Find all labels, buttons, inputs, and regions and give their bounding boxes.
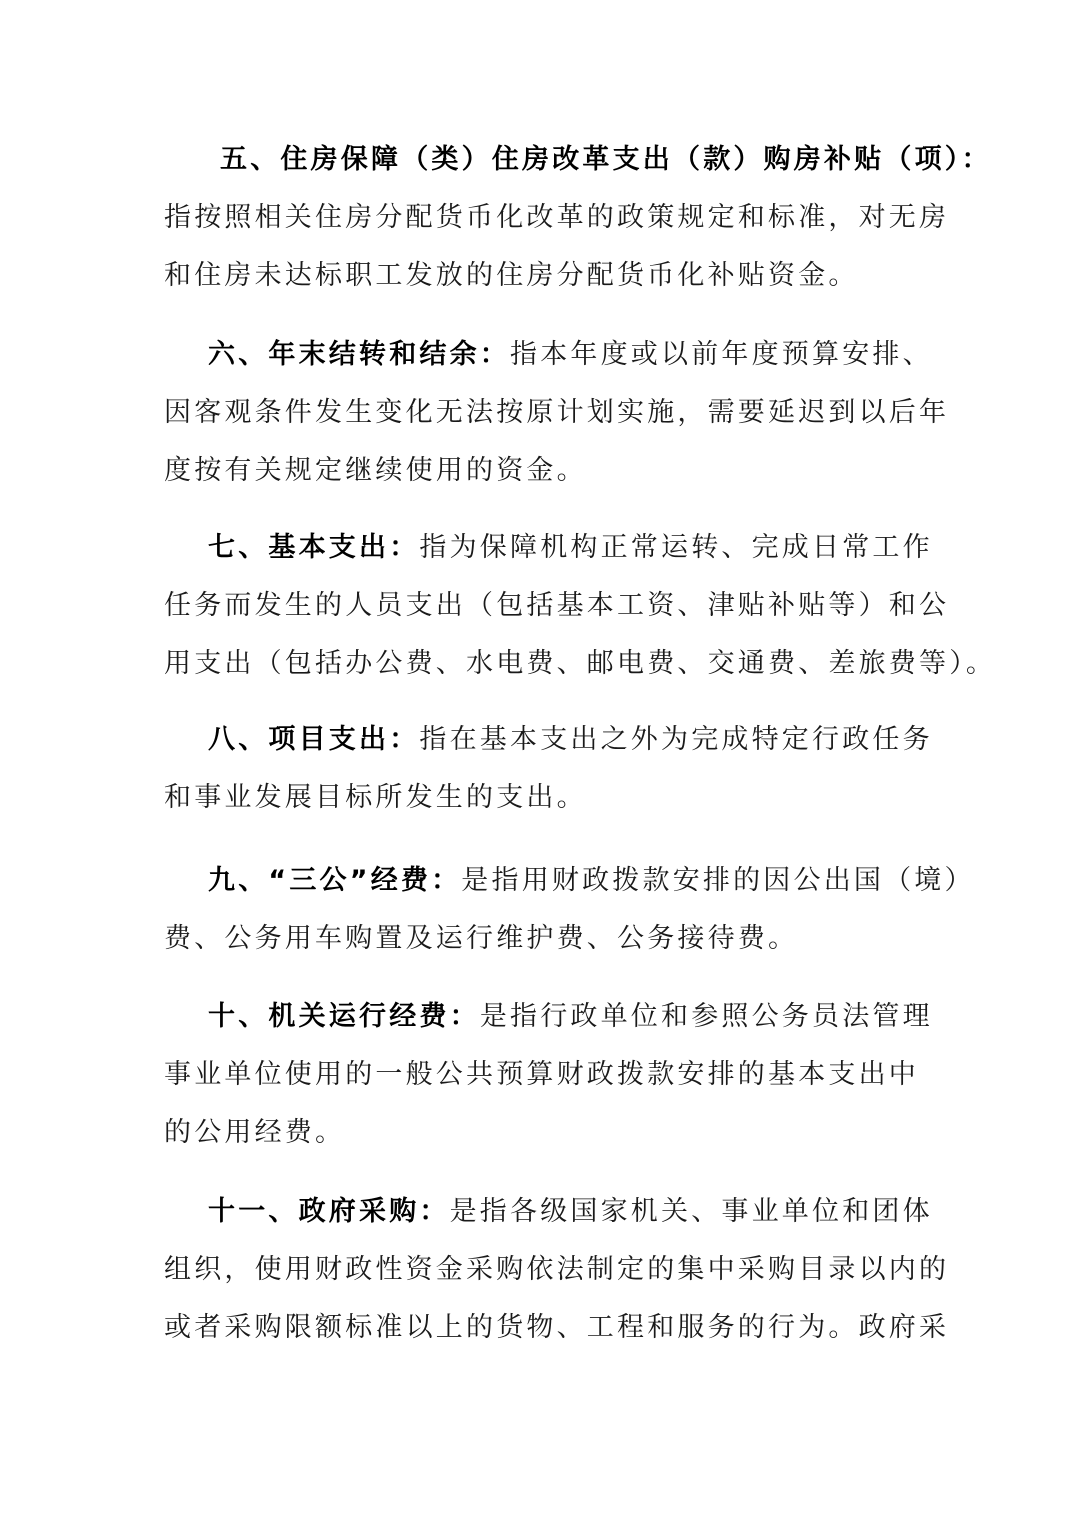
definition-text: 是指行政单位和参照公务员法管理	[479, 1001, 933, 1032]
definition-line: 费、公务用车购置及运行维护费、公务接待费。	[164, 923, 799, 954]
definition-line: 任务而发生的人员支出（包括基本工资、津贴补贴等）和公	[164, 590, 950, 621]
definition-text: 指在基本支出之外为完成特定行政任务	[419, 724, 933, 755]
definition-line: 因客观条件发生变化无法按原计划实施，需要延迟到以后年	[164, 397, 950, 428]
definition-text: 指本年度或以前年度预算安排、	[510, 339, 933, 370]
definition-line: 和住房未达标职工发放的住房分配货币化补贴资金。	[164, 260, 859, 291]
definition-text: 是指各级国家机关、事业单位和团体	[449, 1196, 933, 1227]
definition-line: 和事业发展目标所发生的支出。	[164, 782, 587, 813]
paragraph-first-line	[164, 988, 933, 1046]
definition-text: 是指用财政拨款安排的因公出国（境）	[461, 865, 975, 896]
paragraph-first-line	[164, 519, 933, 577]
definition-line: 的公用经费。	[164, 1117, 346, 1148]
paragraph-first-line	[164, 1183, 933, 1241]
term-heading: 九、“三公”经费：	[208, 865, 462, 896]
paragraph-basic-expenditure	[164, 519, 997, 693]
term-heading: 十、机关运行经费：	[208, 1001, 480, 1032]
definition-line: 组织，使用财政性资金采购依法制定的集中采购目录以内的	[164, 1254, 950, 1285]
paragraph-first-line	[164, 711, 933, 769]
paragraph-year-end-carryover	[164, 326, 950, 500]
paragraph-government-procurement	[164, 1183, 950, 1357]
definition-line: 用支出（包括办公费、水电费、邮电费、交通费、差旅费等）。	[164, 648, 997, 679]
definition-line: 或者采购限额标准以上的货物、工程和服务的行为。政府采	[164, 1312, 950, 1343]
definition-line: 指按照相关住房分配货币化改革的政策规定和标准，对无房	[164, 202, 950, 233]
definition-line: 度按有关规定继续使用的资金。	[164, 455, 587, 486]
term-heading: 八、项目支出：	[208, 724, 420, 755]
term-heading: 十一、政府采购：	[208, 1196, 450, 1227]
paragraph-first-line	[164, 326, 933, 384]
term-heading: 五、住房保障（类）住房改革支出（款）购房补贴（项）：	[220, 144, 992, 175]
paragraph-project-expenditure	[164, 711, 933, 827]
term-heading: 六、年末结转和结余：	[208, 339, 510, 370]
paragraph-three-public-expenses	[164, 852, 975, 968]
paragraph-first-line	[164, 852, 975, 910]
definition-line: 事业单位使用的一般公共预算财政拨款安排的基本支出中	[164, 1059, 919, 1090]
paragraph-housing-subsidy	[164, 131, 992, 305]
definition-text: 指为保障机构正常运转、完成日常工作	[419, 532, 933, 563]
paragraph-first-line	[164, 131, 992, 189]
term-heading: 七、基本支出：	[208, 532, 420, 563]
paragraph-agency-operating-expenses	[164, 988, 933, 1162]
